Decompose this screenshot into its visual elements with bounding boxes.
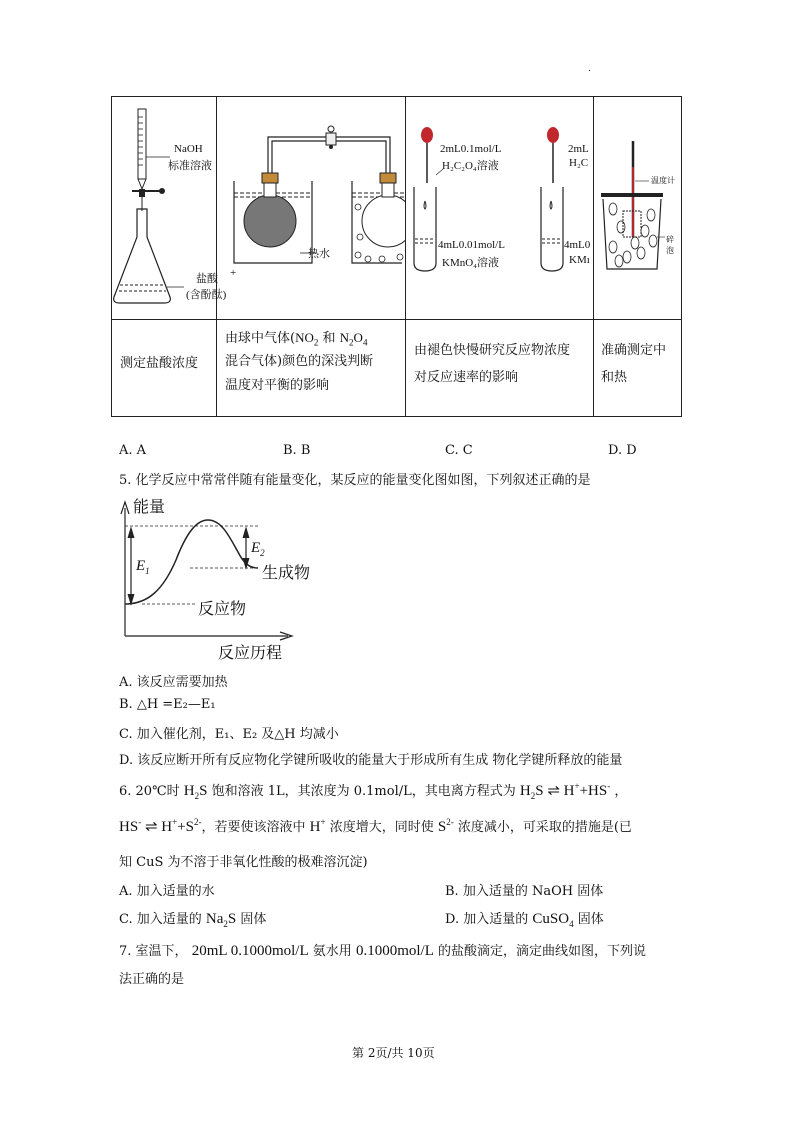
q6-line1: 6. 20℃时 $H_2S$ 饱和溶液 1L，其浓度为 0.1mol/L，其电离方程式为 $H_2S$ ⇌ H++HS- ， <box>119 781 628 801</box>
h-ion: H+ <box>309 817 326 835</box>
acid-label: 盐酸 <box>196 273 218 285</box>
experiment-table <box>111 96 682 417</box>
q4-option-a[interactable]: A. A <box>119 443 147 458</box>
q6-line2-d: 浓度减小，可采取的措施是(已 <box>457 820 632 835</box>
q6-line2 <box>119 816 632 836</box>
h2c2o4-label: H₂C₂O₄溶液 <box>442 160 499 172</box>
q7-line1 <box>119 940 646 960</box>
kmno4-label-right: KMı <box>569 254 590 266</box>
q7-line1-e: 的盐酸滴定，滴定曲线如图，下列说 <box>438 944 647 959</box>
kmno4-conc-label-right: 4mL0 <box>564 239 591 251</box>
desc-d-line2: 和热 <box>601 370 628 385</box>
h2c2o4-label-right: H₂C <box>569 157 589 169</box>
q6-line1-b: 饱和溶液 1L，其浓度为 0.1mol/L，其电离方程式为 <box>211 784 516 799</box>
standard-solution-label: 标准溶液 <box>168 160 212 172</box>
q7-line2: 法正确的是 <box>119 972 185 987</box>
q7-line1-a: 7. 室温下， <box>119 944 188 959</box>
q4-option-d[interactable]: D. D <box>608 443 637 458</box>
desc-c-line2: 对反应速率的影响 <box>414 370 519 385</box>
q4-option-c[interactable]: C. C <box>445 443 473 458</box>
naoh-label: NaOH <box>174 143 203 155</box>
progress-axis-label: 反应历程 <box>218 643 283 662</box>
foam-label: 碎泡 <box>666 235 674 255</box>
desc-a: 测定盐酸浓度 <box>120 356 199 371</box>
h2s-formula: $H_2S$ <box>183 783 208 801</box>
q5-option-c[interactable]: C. 加入催化剂，E₁、E₂ 及△H 均减小 <box>119 727 339 742</box>
thermometer-label: 温度计 <box>651 176 675 185</box>
q4-option-b[interactable]: B. B <box>283 443 311 458</box>
h2c2o4-conc-label-right: 2mL <box>568 143 589 155</box>
desc-b-line1 <box>225 327 367 354</box>
q6-option-c-text: C. 加入适量的 <box>119 912 202 927</box>
e2-label: $E_2$ <box>251 540 265 558</box>
q7-acid-conc: 0.1000mol/L <box>355 943 434 959</box>
q6-option-a[interactable]: A. 加入适量的水 <box>119 884 215 899</box>
indicator-label: (含酚酞) <box>186 289 227 301</box>
cuso4-formula: CuSO$_4$ <box>532 911 574 929</box>
desc-b-line1-a: 由球中气体( <box>225 331 296 346</box>
q5-option-d[interactable]: D. 该反应断开所有反应物化学键所吸收的能量大于形成所有生成 物化学键所释放的能量 <box>119 753 623 768</box>
q6-option-b[interactable]: B. 加入适量的 NaOH 固体 <box>445 884 604 899</box>
no2-formula: $NO_2$ <box>295 330 319 348</box>
q5-stem: 5. 化学反应中常常伴随有能量变化，某反应的能量变化图如图，下列叙述正确的是 <box>119 473 591 488</box>
no2-equilibrium-apparatus-image <box>216 97 405 319</box>
q6-option-d[interactable] <box>445 908 604 929</box>
energy-axis-label: 能量 <box>133 497 166 516</box>
h2c2o4-conc-label: 2mL0.1mol/L <box>440 143 502 155</box>
q6-option-c-tail: 固体 <box>240 912 267 927</box>
q6-option-d-tail: 固体 <box>577 912 604 927</box>
desc-b-line1-b: 和 <box>322 331 336 346</box>
q6-line2-c: 浓度增大，同时使 <box>329 820 434 835</box>
kmno4-conc-label: 4mL0.01mol/L <box>438 239 505 251</box>
kmno4-label: KMnO₄溶液 <box>442 257 500 269</box>
ionization-eq-2: HS- ⇌ $H^++S^{2-}$ <box>119 817 202 835</box>
q6-line3: 知 CuS 为不溶于非氧化性酸的极难溶沉淀) <box>119 855 368 870</box>
q6-option-c[interactable] <box>119 908 266 929</box>
reactant-label: 反应物 <box>198 599 247 618</box>
n2o4-formula: $N_2O_4$ <box>339 330 368 348</box>
q6-line1-a: 6. 20℃时 <box>119 784 180 799</box>
desc-b-line3: 温度对平衡的影响 <box>225 378 330 393</box>
desc-d-line1: 准确测定中 <box>601 343 667 358</box>
page-mark: . <box>588 64 591 74</box>
kmno4-test-tubes-image <box>405 97 593 319</box>
na2s-formula: $Na_2S$ <box>205 911 237 929</box>
q5-option-b[interactable]: B. △H =E₂—E₁ <box>119 697 216 712</box>
s2-ion: $S^{2-}$ <box>437 817 454 835</box>
desc-c-line1: 由褪色快慢研究反应物浓度 <box>414 343 571 358</box>
q5-option-a[interactable]: A. 该反应需要加热 <box>119 675 228 690</box>
plus-mark: + <box>230 267 237 279</box>
desc-b-line2: 混合气体)颜色的深浅判断 <box>225 354 374 369</box>
calorimeter-image <box>593 97 683 319</box>
q7-line1-c: 氨水用 <box>312 944 352 959</box>
e1-label: $E_1$ <box>136 558 150 576</box>
q6-option-d-text: D. 加入适量的 <box>445 912 529 927</box>
q6-line2-b: ，若要使该溶液中 <box>201 820 306 835</box>
q7-ammonia-amount: 20mL 0.1000mol/L <box>191 943 309 959</box>
hot-water-label: 热水 <box>308 248 330 260</box>
page-footer: 第 2页/共 10页 <box>352 1046 435 1060</box>
product-label: 生成物 <box>262 563 311 582</box>
ionization-eq-1: $H_2S$ ⇌ H++HS- <box>519 781 611 801</box>
